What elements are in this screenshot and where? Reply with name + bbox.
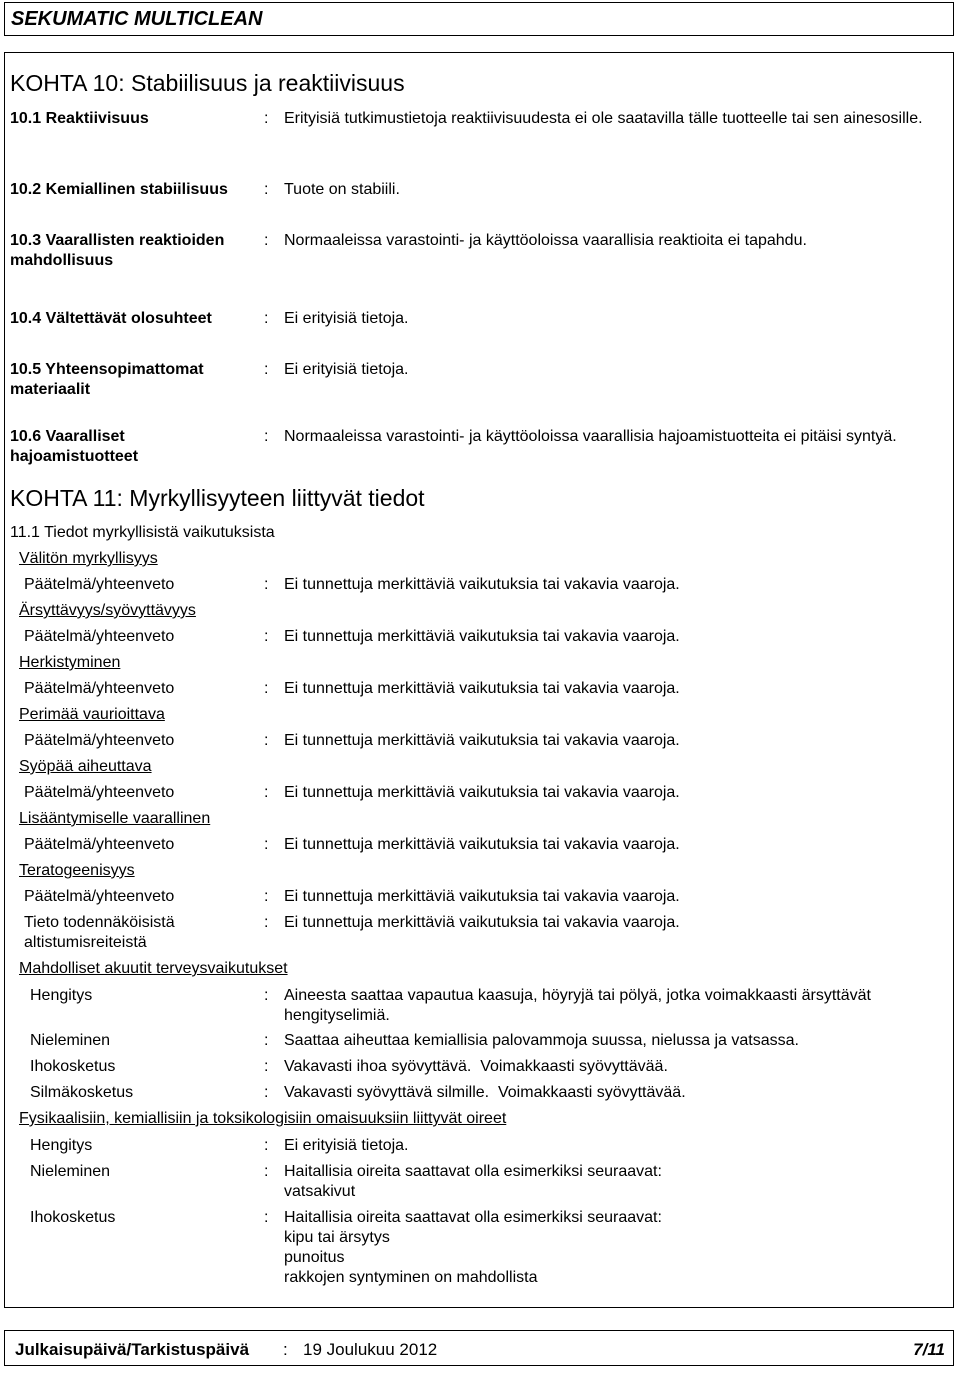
colon: : xyxy=(264,784,269,801)
symptom-line: Ei erityisiä tietoja. xyxy=(284,1137,409,1154)
category-heading: Lisääntymiselle vaarallinen xyxy=(19,810,211,827)
summary-label: Päätelmä/yhteenveto xyxy=(24,576,175,593)
colon: : xyxy=(264,1209,269,1226)
summary-value: Ei tunnettuja merkittäviä vaikutuksia tai vakavia vaaroja. xyxy=(284,680,680,697)
colon: : xyxy=(264,888,269,905)
row-value-10-4: Ei erityisiä tietoja. xyxy=(284,310,409,327)
section-10-title: KOHTA 10: Stabiilisuus ja reaktiivisuus xyxy=(10,70,405,96)
colon: : xyxy=(264,110,269,127)
colon: : xyxy=(264,836,269,853)
category-heading: Herkistyminen xyxy=(19,654,121,671)
colon: : xyxy=(264,914,269,931)
row-label-10-5: 10.5 Yhteensopimattomat materiaalit xyxy=(10,361,204,398)
product-name: SEKUMATIC MULTICLEAN xyxy=(11,8,263,30)
summary-value: Ei tunnettuja merkittäviä vaikutuksia tai vakavia vaaroja. xyxy=(284,836,680,853)
colon: : xyxy=(264,628,269,645)
colon: : xyxy=(264,428,269,445)
page-number: 7/11 xyxy=(913,1340,945,1359)
acute-value: Saattaa aiheuttaa kemiallisia palovammoja suussa, nielussa ja vatsassa. xyxy=(284,1032,799,1049)
summary-label: Päätelmä/yhteenveto xyxy=(24,836,175,853)
colon: : xyxy=(264,1084,269,1101)
symptom-line: Haitallisia oireita saattavat olla esimerkiksi seuraavat: xyxy=(284,1163,662,1180)
summary-label: Päätelmä/yhteenveto xyxy=(24,784,175,801)
symptom-value xyxy=(284,1162,924,1202)
colon: : xyxy=(264,576,269,593)
row-value-10-5: Ei erityisiä tietoja. xyxy=(284,361,409,378)
colon: : xyxy=(264,310,269,327)
colon: : xyxy=(264,1163,269,1180)
summary-value: Ei tunnettuja merkittäviä vaikutuksia tai vakavia vaaroja. xyxy=(284,784,680,801)
acute-label: Silmäkosketus xyxy=(30,1084,134,1101)
colon: : xyxy=(264,1137,269,1154)
row-label-10-4: 10.4 Vältettävät olosuhteet xyxy=(10,310,212,327)
category-heading: Ärsyttävyys/syövyttävyys xyxy=(19,602,196,619)
row-value-10-3: Normaaleissa varastointi- ja käyttöoloissa vaarallisia reaktioita ei tapahdu. xyxy=(284,232,807,249)
summary-label: Päätelmä/yhteenveto xyxy=(24,628,175,645)
colon: : xyxy=(264,181,269,198)
row-value-10-1: Erityisiä tutkimustietoja reaktiivisuudesta ei ole saatavilla tälle tuotteelle tai sen ainesosille. xyxy=(284,110,923,127)
category-heading: Syöpää aiheuttava xyxy=(19,758,152,775)
section-11-subtitle: 11.1 Tiedot myrkyllisistä vaikutuksista xyxy=(10,524,275,541)
category-heading: Perimää vaurioittava xyxy=(19,706,165,723)
symptom-label: Ihokosketus xyxy=(30,1209,116,1226)
colon: : xyxy=(264,987,269,1004)
acute-label: Nieleminen xyxy=(30,1032,111,1049)
symptom-value xyxy=(284,1136,924,1156)
symptom-line: vatsakivut xyxy=(284,1183,356,1200)
row-label-10-3: 10.3 Vaarallisten reaktioiden mahdollisuus xyxy=(10,232,225,269)
symptom-value xyxy=(284,1208,924,1288)
row-label-10-1: 10.1 Reaktiivisuus xyxy=(10,110,149,127)
summary-value: Ei tunnettuja merkittäviä vaikutuksia tai vakavia vaaroja. xyxy=(284,732,680,749)
summary-value: Ei tunnettuja merkittäviä vaikutuksia tai vakavia vaaroja. xyxy=(284,576,680,593)
colon: : xyxy=(264,232,269,249)
section-11-title: KOHTA 11: Myrkyllisyyteen liittyvät tiedot xyxy=(10,485,425,511)
category-heading: Välitön myrkyllisyys xyxy=(19,550,158,567)
colon: : xyxy=(264,361,269,378)
footer-date: 19 Joulukuu 2012 xyxy=(303,1340,438,1359)
symptom-line: punoitus xyxy=(284,1249,345,1266)
row-value-10-6: Normaaleissa varastointi- ja käyttöoloissa vaarallisia hajoamistuotteita ei pitäisi syntyä. xyxy=(284,428,897,445)
summary-label: Päätelmä/yhteenveto xyxy=(24,680,175,697)
acute-value: Aineesta saattaa vapautua kaasuja, höyryjä tai pölyä, jotka voimakkaasti ärsyttävät hengityselimiä. xyxy=(284,987,871,1024)
colon: : xyxy=(264,1032,269,1049)
colon: : xyxy=(264,732,269,749)
symptom-line: rakkojen syntyminen on mahdollista xyxy=(284,1269,538,1286)
symptom-line: kipu tai ärsytys xyxy=(284,1229,390,1246)
acute-label: Hengitys xyxy=(30,987,93,1004)
category-heading: Teratogeenisyys xyxy=(19,862,135,879)
footer-colon: : xyxy=(283,1340,288,1359)
symptom-line: Haitallisia oireita saattavat olla esimerkiksi seuraavat: xyxy=(284,1209,662,1226)
summary-value: Ei tunnettuja merkittäviä vaikutuksia tai vakavia vaaroja. xyxy=(284,628,680,645)
row-value-10-2: Tuote on stabiili. xyxy=(284,181,400,198)
acute-value: Vakavasti syövyttävä silmille. Voimakkaasti syövyttävää. xyxy=(284,1084,686,1101)
row-label-10-6: 10.6 Vaaralliset hajoamistuotteet xyxy=(10,428,139,465)
row-label-10-2: 10.2 Kemiallinen stabiilisuus xyxy=(10,181,228,198)
acute-title: Mahdolliset akuutit terveysvaikutukset xyxy=(19,960,288,977)
symptom-label: Nieleminen xyxy=(30,1163,111,1180)
summary-label: Päätelmä/yhteenveto xyxy=(24,732,175,749)
colon: : xyxy=(264,680,269,697)
footer-date-label: Julkaisupäivä/Tarkistuspäivä xyxy=(15,1340,250,1359)
symptom-label: Hengitys xyxy=(30,1137,93,1154)
acute-value: Vakavasti ihoa syövyttävä. Voimakkaasti syövyttävää. xyxy=(284,1058,668,1075)
footer-bar xyxy=(4,1330,954,1366)
summary-value: Ei tunnettuja merkittäviä vaikutuksia tai vakavia vaaroja. xyxy=(284,888,680,905)
exposure-label: Tieto todennäköisistä altistumisreiteistä xyxy=(24,914,175,951)
symptoms-title: Fysikaalisiin, kemiallisiin ja toksikologisiin omaisuuksiin liittyvät oireet xyxy=(19,1110,507,1127)
colon: : xyxy=(264,1058,269,1075)
exposure-value: Ei tunnettuja merkittäviä vaikutuksia tai vakavia vaaroja. xyxy=(284,914,680,931)
summary-label: Päätelmä/yhteenveto xyxy=(24,888,175,905)
acute-label: Ihokosketus xyxy=(30,1058,116,1075)
header-bar xyxy=(4,2,954,36)
